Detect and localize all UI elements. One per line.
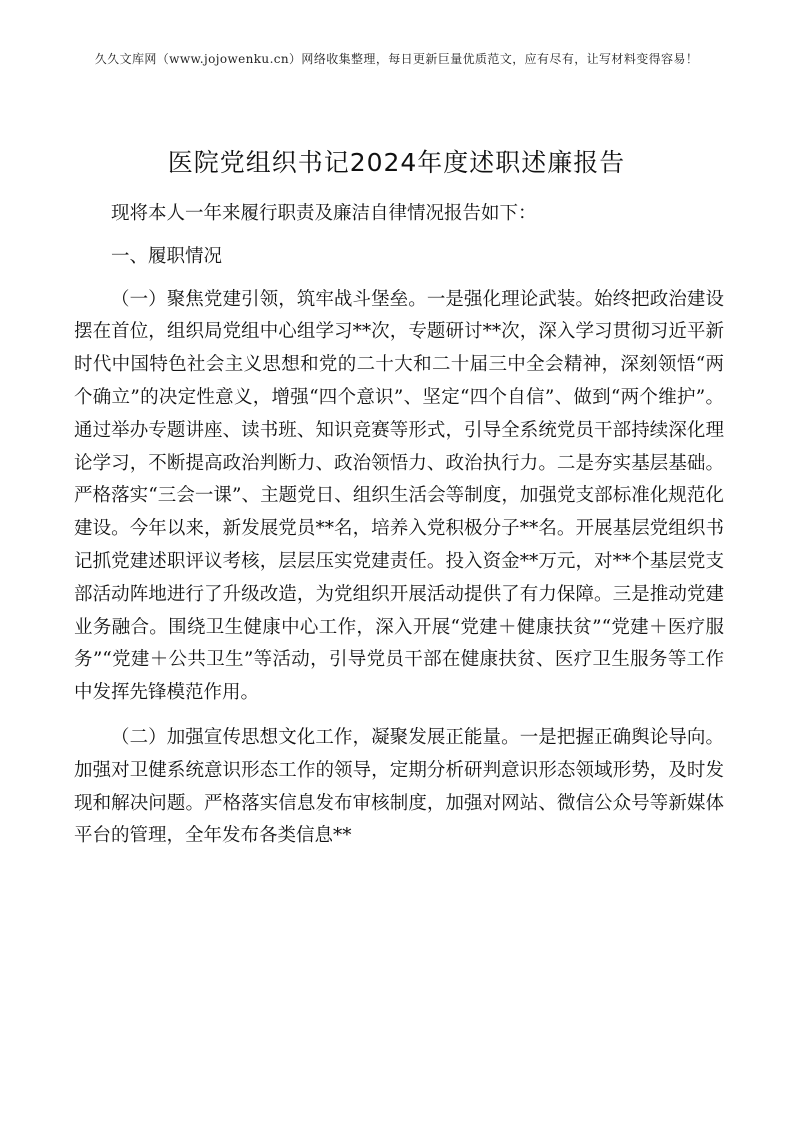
- page-header-notice: 久久文库网（www.jojowenku.cn）网络收集整理，每日更新巨量优质范文，应有尽有，让写材料变得容易！: [94, 52, 699, 66]
- intro-paragraph: 现将本人一年来履行职责及廉洁自律情况报告如下：: [111, 203, 537, 224]
- document-body: [74, 198, 724, 853]
- document-title: 医院党组织书记2024年度述职述廉报告: [167, 148, 626, 177]
- body-paragraph-2: （二）加强宣传思想文化工作，凝聚发展正能量。一是把握正确舆论导向。加强对卫健系统意识形态工作的领导，定期分析研判意识形态领域形势，及时发现和解决问题。严格落实信息发布审核制度，加强对网站、微信公众号等新媒体平台的管理，全年发布各类信息**: [74, 726, 724, 847]
- section-heading: 一、履职情况: [111, 245, 223, 267]
- body-paragraph-1: （一）聚焦党建引领，筑牢战斗堡垒。一是强化理论武装。始终把政治建设摆在首位，组织局党组中心组学习**次，专题研讨**次，深入学习贯彻习近平新时代中国特色社会主义思想和党的二十大和二十届三中全会精神，深刻领悟“两个确立”的决定性意义，增强“四个意识”、坚定“四个自信”、做到“两个维护”。通过举办专题讲座、读书班、知识竞赛等形式，引导全系统党员干部持续深化理论学习，不断提高政治判断力、政治领悟力、政治执行力。二是夯实基层基础。严格落实“三会一课”、主题党日、组织生活会等制度，加强党支部标准化规范化建设。今年以来，新发展党员**名，培养入党积极分子**名。开展基层党组织书记抓党建述职评议考核，层层压实党建责任。投入资金**万元，对**个基层党支部活动阵地进行了升级改造，为党组织开展活动提供了有力保障。三是推动党建业务融合。围绕卫生健康中心工作，深入开展“党建＋健康扶贫”“党建＋医疗服务”“党建＋公共卫生”等活动，引导党员干部在健康扶贫、医疗卫生服务等工作中发挥先锋模范作用。: [74, 288, 724, 704]
